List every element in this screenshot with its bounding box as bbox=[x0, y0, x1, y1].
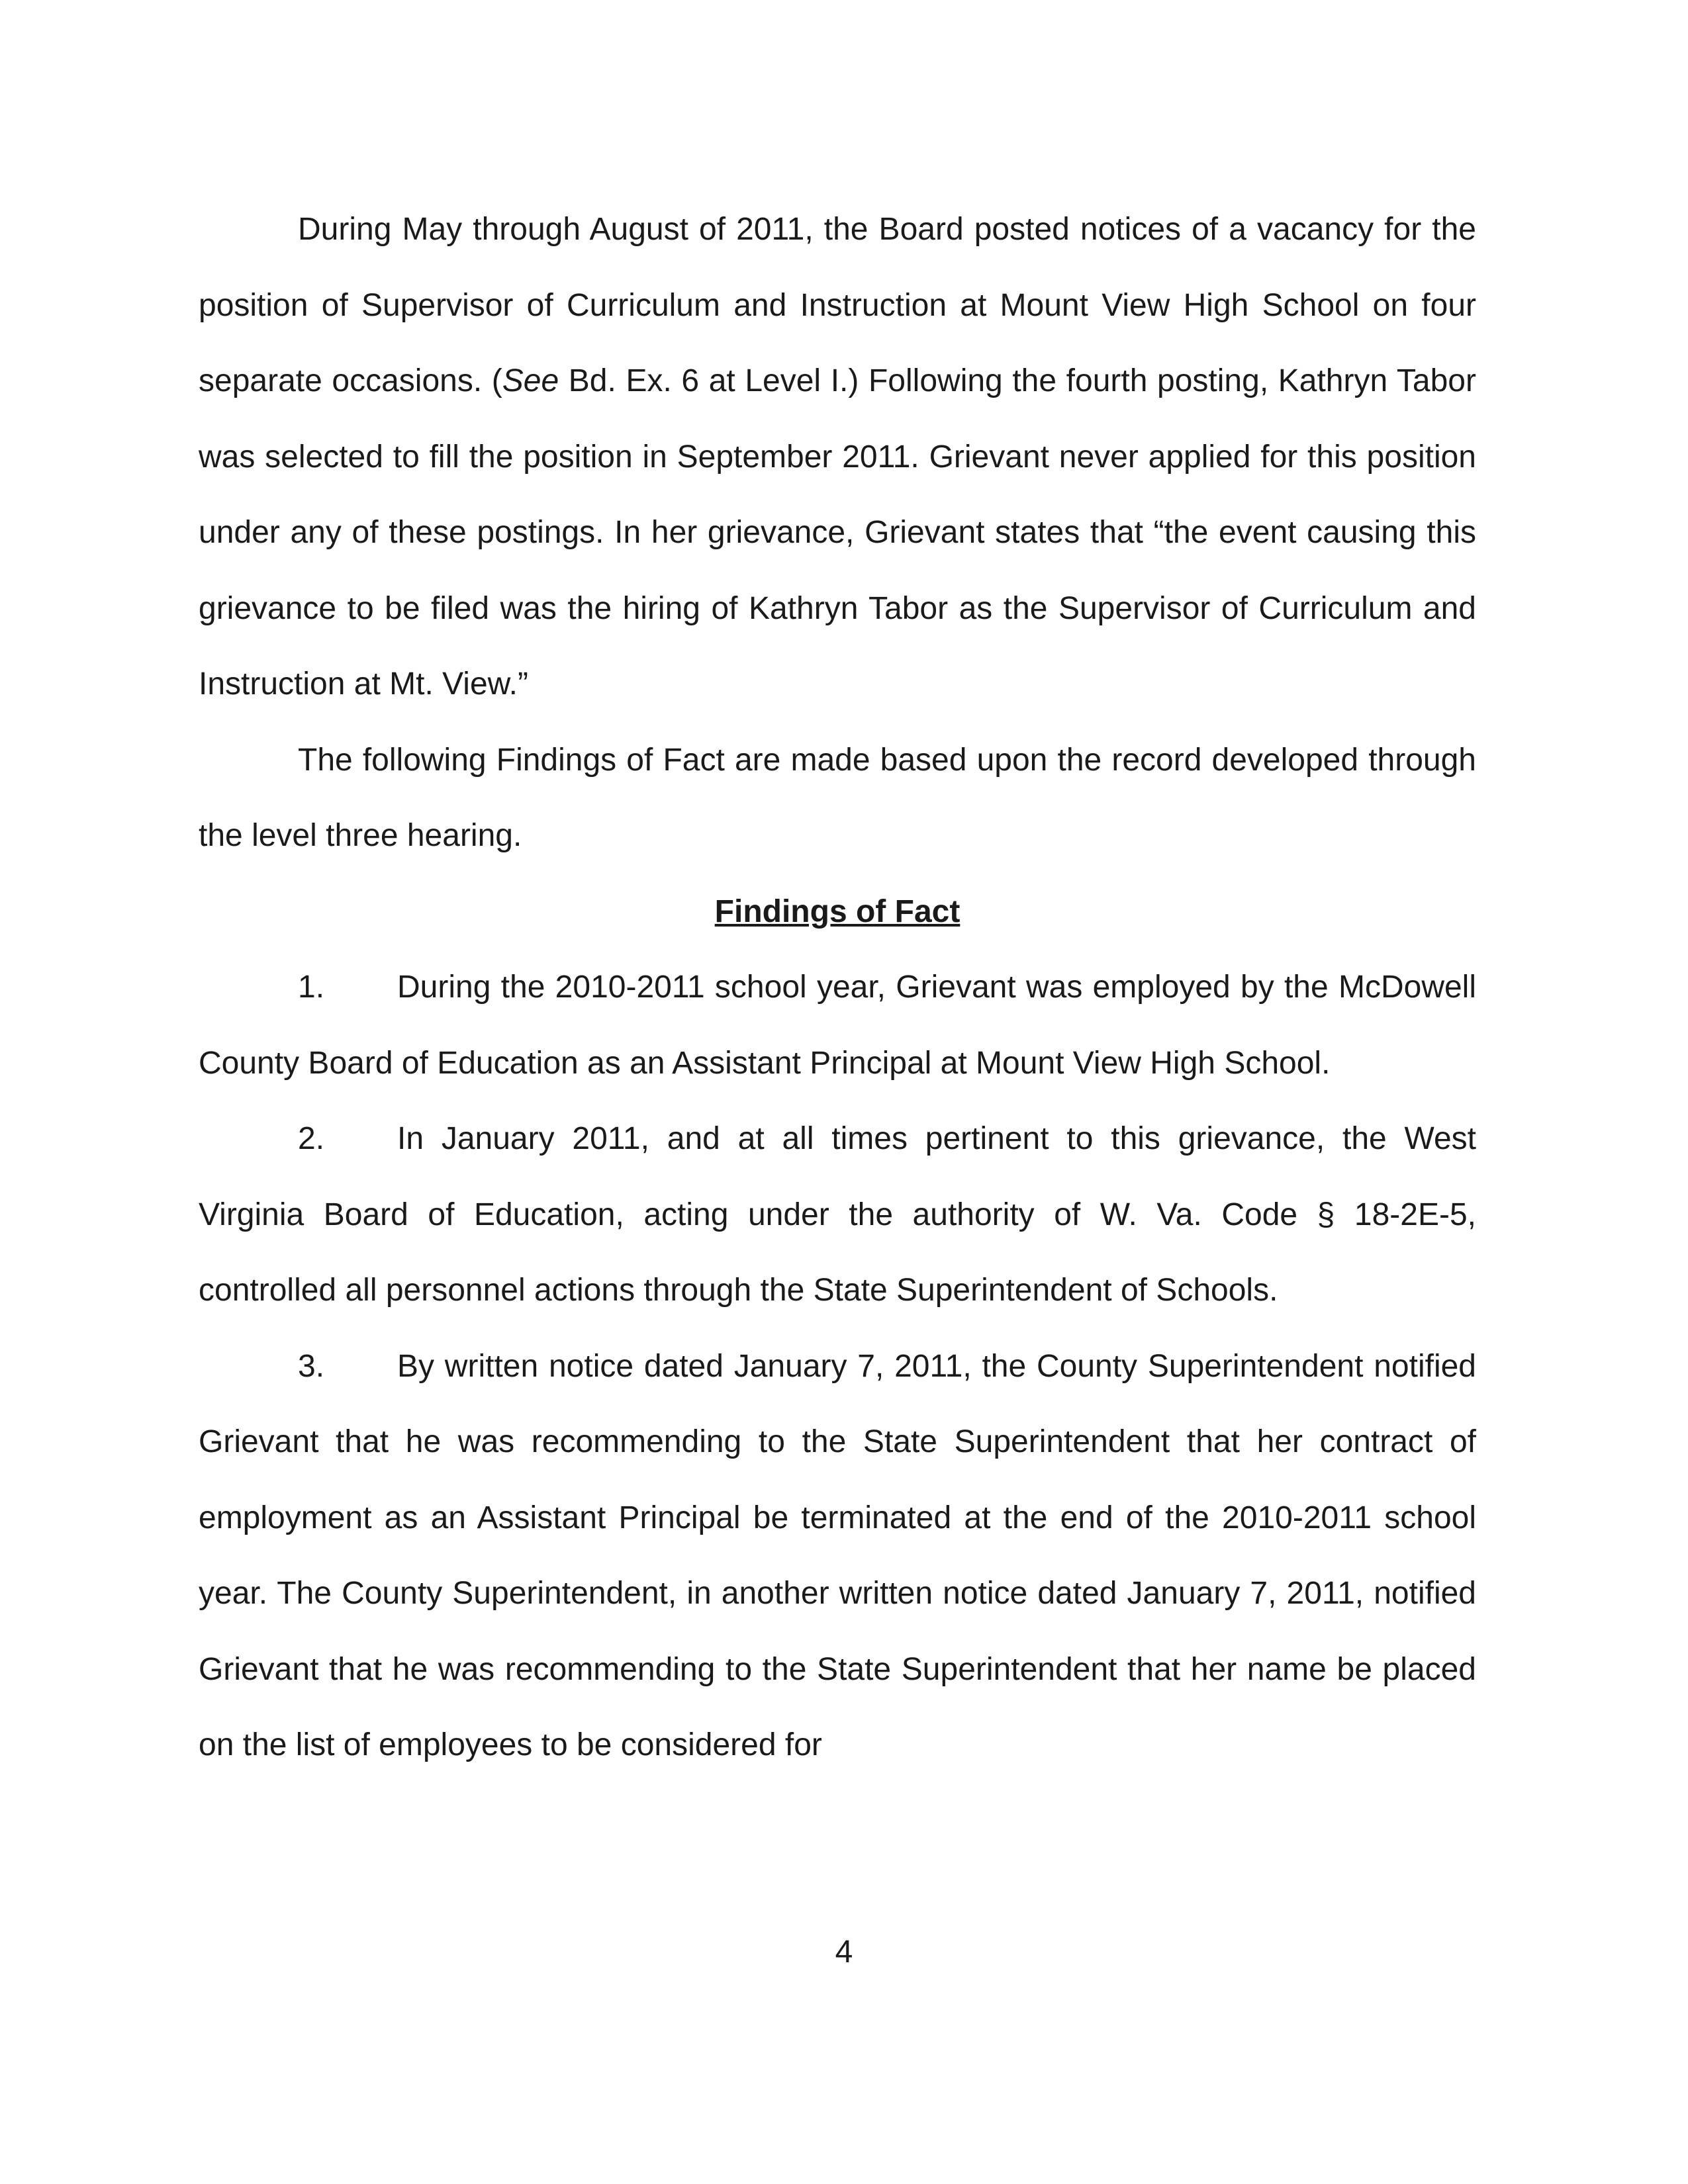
finding-text: By written notice dated January 7, 2011, the County Superintendent notified Grievant that he was recommending to the State Superintendent that her contract of employment as an Assistant Principal be terminated at the end of the 2010-2011 school year. The County Superintendent, in another written notice dated January 7, 2011, notified Grievant that he was recommending to the State Superintendent that her name be placed on the list of employees to be considered for bbox=[199, 1348, 1476, 1762]
finding-item bbox=[199, 950, 1476, 1101]
citation-signal: See bbox=[502, 363, 559, 398]
findings-intro-paragraph: The following Findings of Fact are made based upon the record developed through the level three hearing. bbox=[199, 742, 1476, 853]
citation: (See Bd. Ex. 6 at Level I.) bbox=[491, 363, 859, 398]
finding-number: 2. bbox=[298, 1121, 325, 1156]
finding-text: In January 2011, and at all times pertinent to this grievance, the West Virginia Board of Education, acting under the authority of W. Va. Code § 18-2E-5, controlled all personnel actions through the State Superintendent of Schools. bbox=[199, 1121, 1476, 1308]
background-text: During May through August of 2011, the Board posted notices of a vacancy for the position of Supervisor of Curriculum and Instruction at Mount View High School on four separate occasions. bbox=[199, 212, 1476, 398]
background-paragraph bbox=[199, 192, 1476, 723]
finding-item bbox=[199, 1101, 1476, 1329]
finding-number: 1. bbox=[298, 970, 325, 1005]
finding-item bbox=[199, 1329, 1476, 1784]
section-heading: Findings of Fact bbox=[714, 893, 961, 929]
background-text-continued: Following the fourth posting, Kathryn Tabor was selected to fill the position in September 2011. Grievant never applied for this position under any of these postings. In her grievance, Grievant states that “the event causing this grievance to be filed was the hiring of Kathryn Tabor as the Supervisor of Curriculum and Instruction at Mt. View.” bbox=[199, 363, 1476, 702]
document-body bbox=[199, 192, 1476, 1784]
finding-number: 3. bbox=[298, 1348, 325, 1384]
finding-text: During the 2010-2011 school year, Grievant was employed by the McDowell County Board of Education as an Assistant Principal at Mount View High School. bbox=[199, 970, 1476, 1081]
page-number: 4 bbox=[835, 1934, 853, 1970]
